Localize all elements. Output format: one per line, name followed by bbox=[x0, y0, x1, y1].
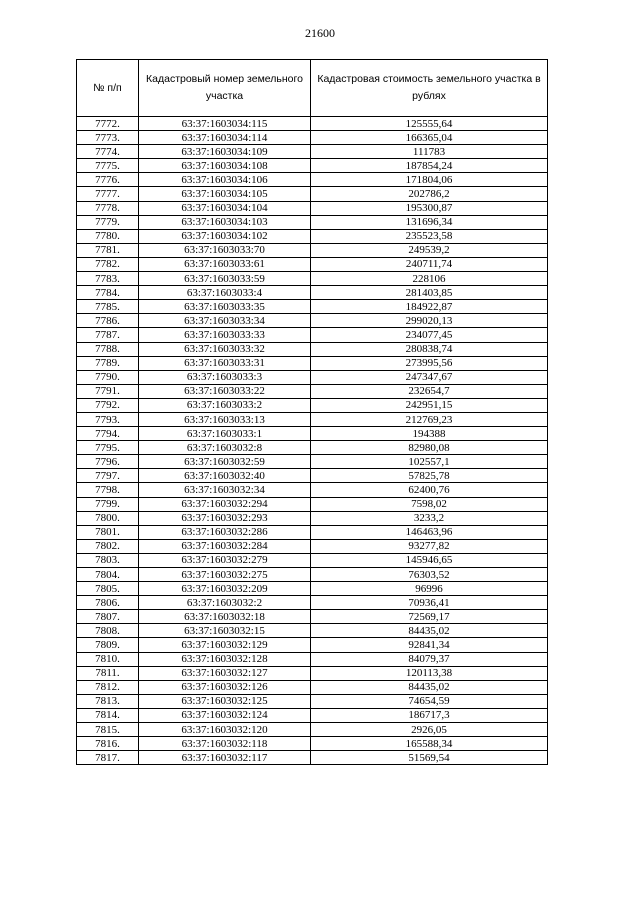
cadastral-value-cell: 51569,54 bbox=[311, 751, 548, 765]
table-row bbox=[77, 145, 548, 159]
cadastral-number-cell: 63:37:1603033:13 bbox=[139, 412, 311, 426]
cadastral-number-cell: 63:37:1603034:105 bbox=[139, 187, 311, 201]
table-row bbox=[77, 596, 548, 610]
cadastral-number-cell: 63:37:1603033:35 bbox=[139, 300, 311, 314]
cadastral-number-cell: 63:37:1603032:2 bbox=[139, 596, 311, 610]
cadastral-number-cell: 63:37:1603034:102 bbox=[139, 229, 311, 243]
row-number-cell: 7782. bbox=[77, 257, 139, 271]
cadastral-number-cell: 63:37:1603033:22 bbox=[139, 384, 311, 398]
cadastral-value-cell: 184922,87 bbox=[311, 300, 548, 314]
cadastral-number-cell: 63:37:1603032:128 bbox=[139, 652, 311, 666]
row-number-cell: 7811. bbox=[77, 666, 139, 680]
page-number: 21600 bbox=[305, 26, 335, 40]
cadastral-value-cell: 299020,13 bbox=[311, 314, 548, 328]
cadastral-value-cell: 57825,78 bbox=[311, 469, 548, 483]
table-row bbox=[77, 553, 548, 567]
cadastral-number-cell: 63:37:1603032:59 bbox=[139, 455, 311, 469]
cadastral-number-cell: 63:37:1603033:31 bbox=[139, 356, 311, 370]
row-number-cell: 7792. bbox=[77, 398, 139, 412]
row-number-cell: 7781. bbox=[77, 243, 139, 257]
cadastral-value-cell: 120113,38 bbox=[311, 666, 548, 680]
header-cadastral-number: Кадастровый номер земельного участка bbox=[139, 60, 311, 117]
row-number-cell: 7790. bbox=[77, 370, 139, 384]
cadastral-number-cell: 63:37:1603034:109 bbox=[139, 145, 311, 159]
cadastral-value-cell: 93277,82 bbox=[311, 539, 548, 553]
cadastral-number-cell: 63:37:1603033:70 bbox=[139, 243, 311, 257]
cadastral-number-cell: 63:37:1603032:15 bbox=[139, 624, 311, 638]
cadastral-value-cell: 74654,59 bbox=[311, 694, 548, 708]
table-row bbox=[77, 370, 548, 384]
cadastral-value-cell: 194388 bbox=[311, 427, 548, 441]
row-number-cell: 7815. bbox=[77, 723, 139, 737]
cadastral-value-cell: 145946,65 bbox=[311, 553, 548, 567]
table-row bbox=[77, 342, 548, 356]
cadastral-number-cell: 63:37:1603032:118 bbox=[139, 737, 311, 751]
row-number-cell: 7793. bbox=[77, 412, 139, 426]
table-row bbox=[77, 680, 548, 694]
cadastral-number-cell: 63:37:1603032:279 bbox=[139, 553, 311, 567]
row-number-cell: 7791. bbox=[77, 384, 139, 398]
cadastral-value-cell: 7598,02 bbox=[311, 497, 548, 511]
cadastral-number-cell: 63:37:1603032:127 bbox=[139, 666, 311, 680]
table-row bbox=[77, 356, 548, 370]
table-row bbox=[77, 539, 548, 553]
cadastral-value-cell: 102557,1 bbox=[311, 455, 548, 469]
row-number-cell: 7809. bbox=[77, 638, 139, 652]
table-row bbox=[77, 328, 548, 342]
cadastral-number-cell: 63:37:1603032:284 bbox=[139, 539, 311, 553]
row-number-cell: 7783. bbox=[77, 272, 139, 286]
cadastral-number-cell: 63:37:1603034:104 bbox=[139, 201, 311, 215]
cadastral-number-cell: 63:37:1603033:32 bbox=[139, 342, 311, 356]
cadastral-number-cell: 63:37:1603032:125 bbox=[139, 694, 311, 708]
row-number-cell: 7779. bbox=[77, 215, 139, 229]
cadastral-value-cell: 195300,87 bbox=[311, 201, 548, 215]
row-number-cell: 7804. bbox=[77, 568, 139, 582]
cadastral-value-cell: 2926,05 bbox=[311, 723, 548, 737]
cadastral-number-cell: 63:37:1603032:117 bbox=[139, 751, 311, 765]
cadastral-value-cell: 3233,2 bbox=[311, 511, 548, 525]
table-row bbox=[77, 497, 548, 511]
cadastral-number-cell: 63:37:1603033:1 bbox=[139, 427, 311, 441]
cadastral-number-cell: 63:37:1603033:59 bbox=[139, 272, 311, 286]
cadastral-value-cell: 186717,3 bbox=[311, 708, 548, 722]
row-number-cell: 7785. bbox=[77, 300, 139, 314]
cadastral-value-cell: 240711,74 bbox=[311, 257, 548, 271]
cadastral-value-cell: 165588,34 bbox=[311, 737, 548, 751]
table-row bbox=[77, 568, 548, 582]
cadastral-value-cell: 280838,74 bbox=[311, 342, 548, 356]
cadastral-value-cell: 92841,34 bbox=[311, 638, 548, 652]
row-number-cell: 7772. bbox=[77, 117, 139, 131]
table-row bbox=[77, 243, 548, 257]
row-number-cell: 7800. bbox=[77, 511, 139, 525]
cadastral-value-cell: 234077,45 bbox=[311, 328, 548, 342]
table-row bbox=[77, 737, 548, 751]
row-number-cell: 7774. bbox=[77, 145, 139, 159]
cadastral-number-cell: 63:37:1603032:286 bbox=[139, 525, 311, 539]
table-row bbox=[77, 469, 548, 483]
row-number-cell: 7816. bbox=[77, 737, 139, 751]
table-row bbox=[77, 666, 548, 680]
cadastral-number-cell: 63:37:1603032:275 bbox=[139, 568, 311, 582]
row-number-cell: 7787. bbox=[77, 328, 139, 342]
row-number-cell: 7812. bbox=[77, 680, 139, 694]
row-number-cell: 7805. bbox=[77, 582, 139, 596]
cadastral-value-cell: 84435,02 bbox=[311, 680, 548, 694]
row-number-cell: 7806. bbox=[77, 596, 139, 610]
cadastral-value-cell: 76303,52 bbox=[311, 568, 548, 582]
row-number-cell: 7777. bbox=[77, 187, 139, 201]
cadastral-value-cell: 281403,85 bbox=[311, 286, 548, 300]
row-number-cell: 7795. bbox=[77, 441, 139, 455]
cadastral-number-cell: 63:37:1603033:61 bbox=[139, 257, 311, 271]
row-number-cell: 7799. bbox=[77, 497, 139, 511]
cadastral-table bbox=[76, 59, 548, 765]
cadastral-number-cell: 63:37:1603033:3 bbox=[139, 370, 311, 384]
table-row bbox=[77, 455, 548, 469]
header-cadastral-value: Кадастровая стоимость земельного участка в рублях bbox=[311, 60, 548, 117]
cadastral-number-cell: 63:37:1603032:40 bbox=[139, 469, 311, 483]
table-row bbox=[77, 384, 548, 398]
cadastral-value-cell: 146463,96 bbox=[311, 525, 548, 539]
row-number-cell: 7780. bbox=[77, 229, 139, 243]
row-number-cell: 7808. bbox=[77, 624, 139, 638]
row-number-cell: 7807. bbox=[77, 610, 139, 624]
table-row bbox=[77, 215, 548, 229]
table-row bbox=[77, 624, 548, 638]
row-number-cell: 7789. bbox=[77, 356, 139, 370]
cadastral-value-cell: 247347,67 bbox=[311, 370, 548, 384]
cadastral-value-cell: 166365,04 bbox=[311, 131, 548, 145]
header-number: № п/п bbox=[77, 60, 139, 117]
cadastral-value-cell: 84079,37 bbox=[311, 652, 548, 666]
table-row bbox=[77, 117, 548, 131]
table-row bbox=[77, 511, 548, 525]
row-number-cell: 7810. bbox=[77, 652, 139, 666]
table-row bbox=[77, 582, 548, 596]
cadastral-number-cell: 63:37:1603032:8 bbox=[139, 441, 311, 455]
table-row bbox=[77, 131, 548, 145]
cadastral-number-cell: 63:37:1603034:106 bbox=[139, 173, 311, 187]
table-row bbox=[77, 525, 548, 539]
table-row bbox=[77, 694, 548, 708]
cadastral-number-cell: 63:37:1603032:34 bbox=[139, 483, 311, 497]
table-row bbox=[77, 187, 548, 201]
row-number-cell: 7798. bbox=[77, 483, 139, 497]
row-number-cell: 7794. bbox=[77, 427, 139, 441]
row-number-cell: 7775. bbox=[77, 159, 139, 173]
cadastral-number-cell: 63:37:1603034:114 bbox=[139, 131, 311, 145]
cadastral-number-cell: 63:37:1603032:294 bbox=[139, 497, 311, 511]
cadastral-value-cell: 131696,34 bbox=[311, 215, 548, 229]
table-row bbox=[77, 300, 548, 314]
row-number-cell: 7802. bbox=[77, 539, 139, 553]
row-number-cell: 7814. bbox=[77, 708, 139, 722]
table-body bbox=[77, 117, 548, 765]
cadastral-value-cell: 171804,06 bbox=[311, 173, 548, 187]
cadastral-number-cell: 63:37:1603032:126 bbox=[139, 680, 311, 694]
cadastral-number-cell: 63:37:1603032:293 bbox=[139, 511, 311, 525]
cadastral-number-cell: 63:37:1603033:2 bbox=[139, 398, 311, 412]
cadastral-value-cell: 249539,2 bbox=[311, 243, 548, 257]
cadastral-number-cell: 63:37:1603032:124 bbox=[139, 708, 311, 722]
table-row bbox=[77, 201, 548, 215]
table-row bbox=[77, 398, 548, 412]
table-row bbox=[77, 412, 548, 426]
row-number-cell: 7803. bbox=[77, 553, 139, 567]
cadastral-value-cell: 232654,7 bbox=[311, 384, 548, 398]
cadastral-value-cell: 82980,08 bbox=[311, 441, 548, 455]
cadastral-number-cell: 63:37:1603034:108 bbox=[139, 159, 311, 173]
row-number-cell: 7796. bbox=[77, 455, 139, 469]
table-row bbox=[77, 272, 548, 286]
table-row bbox=[77, 257, 548, 271]
row-number-cell: 7801. bbox=[77, 525, 139, 539]
cadastral-value-cell: 273995,56 bbox=[311, 356, 548, 370]
table-row bbox=[77, 441, 548, 455]
row-number-cell: 7784. bbox=[77, 286, 139, 300]
cadastral-number-cell: 63:37:1603033:33 bbox=[139, 328, 311, 342]
cadastral-value-cell: 125555,64 bbox=[311, 117, 548, 131]
table-row bbox=[77, 723, 548, 737]
table-row bbox=[77, 314, 548, 328]
cadastral-value-cell: 70936,41 bbox=[311, 596, 548, 610]
table-row bbox=[77, 638, 548, 652]
table-row bbox=[77, 173, 548, 187]
table-row bbox=[77, 159, 548, 173]
cadastral-number-cell: 63:37:1603032:129 bbox=[139, 638, 311, 652]
cadastral-number-cell: 63:37:1603032:18 bbox=[139, 610, 311, 624]
row-number-cell: 7797. bbox=[77, 469, 139, 483]
table-row bbox=[77, 483, 548, 497]
row-number-cell: 7776. bbox=[77, 173, 139, 187]
cadastral-value-cell: 72569,17 bbox=[311, 610, 548, 624]
table-row bbox=[77, 652, 548, 666]
row-number-cell: 7788. bbox=[77, 342, 139, 356]
table-row bbox=[77, 229, 548, 243]
cadastral-value-cell: 187854,24 bbox=[311, 159, 548, 173]
row-number-cell: 7817. bbox=[77, 751, 139, 765]
row-number-cell: 7813. bbox=[77, 694, 139, 708]
cadastral-number-cell: 63:37:1603034:115 bbox=[139, 117, 311, 131]
cadastral-value-cell: 96996 bbox=[311, 582, 548, 596]
table-row bbox=[77, 708, 548, 722]
cadastral-value-cell: 84435,02 bbox=[311, 624, 548, 638]
cadastral-value-cell: 202786,2 bbox=[311, 187, 548, 201]
table-header-row bbox=[77, 60, 548, 117]
row-number-cell: 7773. bbox=[77, 131, 139, 145]
cadastral-value-cell: 235523,58 bbox=[311, 229, 548, 243]
row-number-cell: 7786. bbox=[77, 314, 139, 328]
cadastral-value-cell: 242951,15 bbox=[311, 398, 548, 412]
table-row bbox=[77, 286, 548, 300]
cadastral-value-cell: 212769,23 bbox=[311, 412, 548, 426]
cadastral-number-cell: 63:37:1603032:209 bbox=[139, 582, 311, 596]
row-number-cell: 7778. bbox=[77, 201, 139, 215]
cadastral-value-cell: 62400,76 bbox=[311, 483, 548, 497]
cadastral-value-cell: 111783 bbox=[311, 145, 548, 159]
cadastral-value-cell: 228106 bbox=[311, 272, 548, 286]
cadastral-number-cell: 63:37:1603033:4 bbox=[139, 286, 311, 300]
table-row bbox=[77, 610, 548, 624]
table-row bbox=[77, 427, 548, 441]
cadastral-number-cell: 63:37:1603032:120 bbox=[139, 723, 311, 737]
cadastral-number-cell: 63:37:1603033:34 bbox=[139, 314, 311, 328]
cadastral-number-cell: 63:37:1603034:103 bbox=[139, 215, 311, 229]
table-row bbox=[77, 751, 548, 765]
